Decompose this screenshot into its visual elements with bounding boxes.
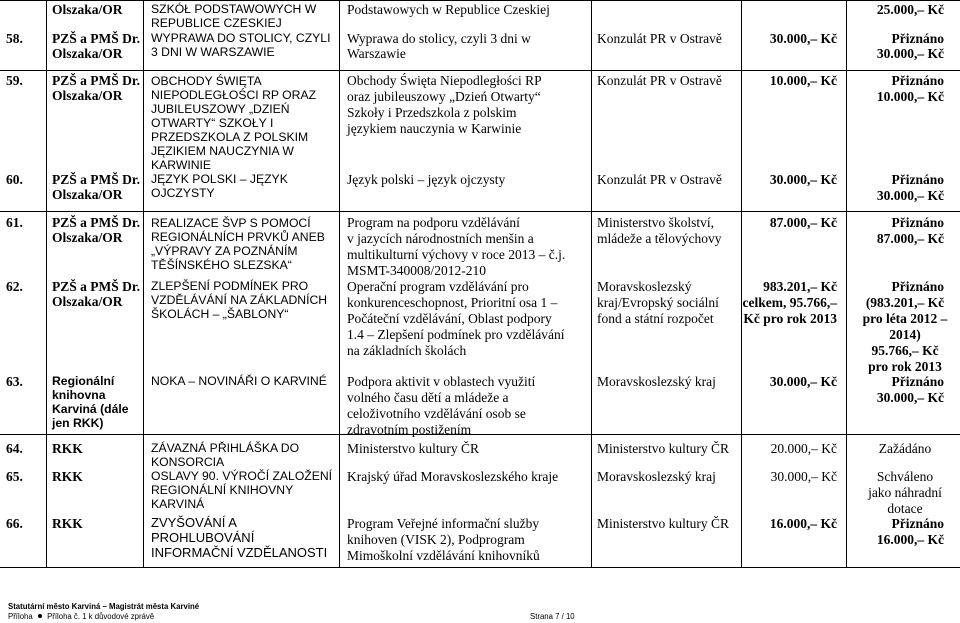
project-title-cz: OSLAVY 90. VÝROČÍ ZALOŽENÍ	[151, 469, 333, 483]
row-number: 64.	[6, 441, 23, 456]
project-title-cz: NOKA – NOVINÁŘI O KARVINÉ	[151, 374, 327, 388]
result-cell: (983.201,– Kč	[865, 295, 945, 310]
result-cell: Přiznáno	[891, 172, 944, 187]
project-title-pl: językiem nauczynia w Karwinie	[347, 121, 522, 136]
project-title-cz: PRZEDSZKOLA Z POLSKIM	[151, 130, 309, 144]
applicant-cell: PZŠ a PMŠ Dr.	[52, 73, 141, 88]
result-cell: 30.000,– Kč	[876, 188, 944, 203]
footer-attachment-label: Příloha	[8, 612, 33, 621]
project-title-cz: KARVINÁ	[151, 497, 205, 511]
result-cell: Schváleno	[876, 469, 934, 484]
amount-cell: 30.000,– Kč	[769, 374, 837, 389]
result-cell: Přiznáno	[891, 73, 944, 88]
project-title-cz: INFORMAČNÍ VZDĚLANOSTI	[151, 545, 328, 560]
project-title-cz: ZÁVAZNÁ PŘIHLÁŠKA DO	[151, 441, 300, 455]
project-title-cz: ŠKOLÁCH – „ŠABLONY“	[151, 307, 289, 321]
row-divider	[0, 211, 960, 212]
project-title-cz: SZKÓŁ PODSTAWOWYCH W	[151, 2, 317, 16]
amount-cell: 20.000,– Kč	[770, 441, 837, 456]
project-title-pl: MSMT-340008/2012-210	[347, 263, 487, 278]
project-title-pl: Počáteční vzdělávání, Oblast podpory	[347, 311, 552, 326]
result-cell: 10.000,– Kč	[876, 89, 944, 104]
project-title-pl: Wyprawa do stolicy, czyli 3 dni w	[347, 31, 531, 46]
result-cell: 2014)	[889, 327, 921, 342]
amount-cell: 10.000,– Kč	[769, 73, 837, 88]
footer-organization: Statutární město Karviná – Magistrát města Karviné	[8, 602, 200, 611]
project-title-pl: Operační program vzdělávání pro	[347, 279, 529, 294]
row-number: 65.	[6, 469, 23, 484]
project-title-cz: OBCHODY ŚWIĘTA	[151, 74, 262, 88]
project-title-cz: KARWINIE	[151, 158, 212, 172]
row-number: 58.	[6, 31, 23, 46]
result-cell: pro léta 2012 –	[862, 311, 948, 326]
donor-cell: Konzulát PR v Ostravě	[597, 31, 722, 46]
project-title-pl: 1.4 – Zlepšení podmínek pro vzdělávání	[347, 327, 565, 342]
project-title-cz: OJCZYSTY	[151, 186, 215, 200]
bullet-icon	[38, 614, 42, 618]
project-title-pl: v jazycích národnostních menšin a	[347, 231, 534, 246]
project-title-pl: celoživotního vzdělávání osob se	[347, 406, 526, 421]
project-title-cz: NIEPODLEGŁOŚCI RP ORAZ	[151, 88, 317, 102]
row-number: 66.	[6, 516, 23, 531]
project-title-cz: 3 DNI W WARSZAWIE	[151, 45, 275, 59]
amount-cell: 30.000,– Kč	[769, 31, 837, 46]
result-cell: 30.000,– Kč	[876, 390, 944, 405]
project-title-pl: Krajský úřad Moravskoslezského kraje	[347, 469, 559, 484]
donor-cell: Moravskoslezský	[597, 279, 692, 294]
applicant-cell: Olszaka/OR	[52, 187, 123, 202]
donor-cell: Moravskoslezský kraj	[597, 374, 716, 389]
column-divider	[846, 0, 847, 567]
row-number: 61.	[6, 215, 23, 230]
project-title-pl: Język polski – język ojczysty	[347, 172, 506, 187]
donor-cell: mládeže a tělovýchovy	[597, 231, 722, 246]
applicant-cell: knihovna	[52, 388, 106, 402]
project-title-cz: JĘZYK POLSKI – JĘZYK	[151, 172, 288, 186]
donor-cell: kraj/Evropský sociální	[597, 295, 719, 310]
donor-cell: Moravskoslezský kraj	[597, 469, 716, 484]
applicant-cell: PZŠ a PMŠ Dr.	[52, 279, 141, 294]
applicant-cell: PZŠ a PMŠ Dr.	[52, 31, 141, 46]
donor-cell: Konzulát PR v Ostravě	[597, 73, 722, 88]
applicant-cell: Olszaka/OR	[52, 46, 123, 61]
result-cell: pro rok 2013	[868, 359, 942, 374]
donor-cell: fond a státní rozpočet	[597, 311, 714, 326]
amount-cell: celkem, 95.766,–	[742, 295, 837, 310]
applicant-cell: PZŠ a PMŠ Dr.	[52, 215, 141, 230]
applicant-cell: RKK	[52, 516, 83, 531]
project-title-pl: Ministerstvo kultury ČR	[347, 441, 480, 456]
project-title-cz: OTWARTY“ SZKOŁY I	[151, 116, 274, 130]
project-title-cz: REGIONÁLNÍCH PRVKŮ ANEB	[151, 230, 325, 244]
amount-cell: 983.201,– Kč	[763, 279, 837, 294]
row-divider	[0, 434, 960, 435]
column-divider	[143, 0, 144, 567]
result-cell: 30.000,– Kč	[876, 46, 944, 61]
project-title-cz: JĘZIKIEM NAUCZYNIA W	[151, 144, 294, 158]
project-title-pl: Szkoły i Przedszkola z polskim	[347, 105, 517, 120]
row-divider	[0, 0, 960, 1]
project-title-pl: volného času dětí a mládeže a	[347, 390, 509, 405]
project-title-cz: REALIZACE ŠVP S POMOCÍ	[151, 216, 311, 230]
result-cell: 16.000,– Kč	[876, 532, 944, 547]
project-title-pl: konkurenceschopnost, Prioritní osa 1 –	[347, 295, 558, 310]
result-cell: Přiznáno	[891, 279, 944, 294]
result-cell: dotace	[887, 501, 923, 516]
row-divider	[0, 567, 960, 568]
row-number: 63.	[6, 374, 23, 389]
project-title-cz: KONSORCIA	[151, 455, 225, 469]
project-title-pl: Program na podporu vzdělávání	[347, 215, 520, 230]
result-cell: Přiznáno	[891, 516, 944, 531]
page-number: Strana 7 / 10	[530, 612, 575, 621]
amount-cell: 25.000,– Kč	[876, 2, 944, 17]
applicant-cell: RKK	[52, 441, 83, 456]
applicant-cell: Olszaka/OR	[52, 294, 123, 309]
row-number: 59.	[6, 73, 23, 88]
result-cell: Přiznáno	[891, 215, 944, 230]
footer-attachment-title: Příloha č. 1 k důvodové zprávě	[47, 612, 155, 621]
project-title-pl: zdravotním postižením	[347, 422, 472, 437]
column-divider	[46, 0, 47, 567]
applicant-cell: Regionální	[52, 374, 115, 388]
project-title-cz: PROHLUBOVÁNÍ	[151, 530, 255, 545]
result-cell: jako náhradní	[868, 485, 942, 500]
applicant-cell: Olszaka/OR	[52, 2, 123, 17]
amount-cell: Kč pro rok 2013	[743, 311, 837, 326]
amount-cell: 87.000,– Kč	[769, 215, 837, 230]
footer-attachment	[8, 612, 154, 621]
project-title-cz: JUBILEUSZOWY „DZIEŃ	[151, 102, 290, 116]
applicant-cell: Olszaka/OR	[52, 230, 123, 245]
applicant-cell: Olszaka/OR	[52, 88, 123, 103]
donor-cell: Ministerstvo kultury ČR	[597, 516, 730, 531]
project-title-pl: Podpora aktivit v oblastech využití	[347, 374, 536, 389]
project-title-pl: Warszawie	[347, 46, 406, 61]
project-title-cz: ZLEPŠENÍ PODMÍNEK PRO	[151, 279, 309, 293]
project-title-cz: REPUBLICE CZESKIEJ	[151, 16, 282, 30]
result-cell: Zažádáno	[878, 441, 932, 456]
applicant-cell: PZŠ a PMŠ Dr.	[52, 172, 141, 187]
project-title-pl: Program Veřejné informační služby	[347, 516, 540, 531]
project-title-cz: „VÝPRAVY ZA POZNÁNÍM	[151, 244, 298, 258]
amount-cell: 30.000,– Kč	[770, 469, 837, 484]
result-cell: Přiznáno	[891, 374, 944, 389]
column-divider	[339, 0, 340, 567]
amount-cell: 30.000,– Kč	[769, 172, 837, 187]
row-number: 62.	[6, 279, 23, 294]
project-title-cz: REGIONÁLNÍ KNIHOVNY	[151, 483, 294, 497]
applicant-cell: jen RKK)	[52, 416, 104, 430]
donor-cell: Ministerstvo školství,	[597, 215, 715, 230]
project-title-pl: knihoven (VISK 2), Podprogram	[347, 532, 525, 547]
project-title-cz: ZVYŠOVÁNÍ A	[151, 515, 237, 530]
donor-cell: Ministerstvo kultury ČR	[597, 441, 730, 456]
project-title-cz: VZDĚLÁVÁNÍ NA ZÁKLADNÍCH	[151, 293, 328, 307]
project-title-pl: Obchody Święta Niepodległości RP	[347, 73, 542, 88]
donor-cell: Konzulát PR v Ostravě	[597, 172, 722, 187]
project-title-pl: oraz jubileuszowy „Dzień Otwarty“	[347, 89, 541, 104]
column-divider	[591, 0, 592, 567]
applicant-cell: Karviná (dále	[52, 402, 129, 416]
project-title-pl: Mimoškolní vzdělávání knihovníků	[347, 548, 540, 563]
project-title-cz: TĚŠÍNSKÉHO SLEZSKA“	[151, 258, 292, 272]
applicant-cell: RKK	[52, 469, 83, 484]
result-cell: Přiznáno	[891, 31, 944, 46]
project-title-pl: multikulturní výchovy v roce 2013 – č.j.	[347, 247, 566, 262]
result-cell: 95.766,– Kč	[871, 343, 939, 358]
project-title-pl: na základních školách	[347, 343, 467, 358]
amount-cell: 16.000,– Kč	[769, 516, 837, 531]
project-title-cz: WYPRAWA DO STOLICY, CZYLI	[151, 31, 331, 45]
row-number: 60.	[6, 172, 23, 187]
row-divider	[0, 70, 960, 71]
result-cell: 87.000,– Kč	[876, 231, 944, 246]
project-title-pl: Podstawowych w Republice Czeskiej	[347, 2, 550, 17]
